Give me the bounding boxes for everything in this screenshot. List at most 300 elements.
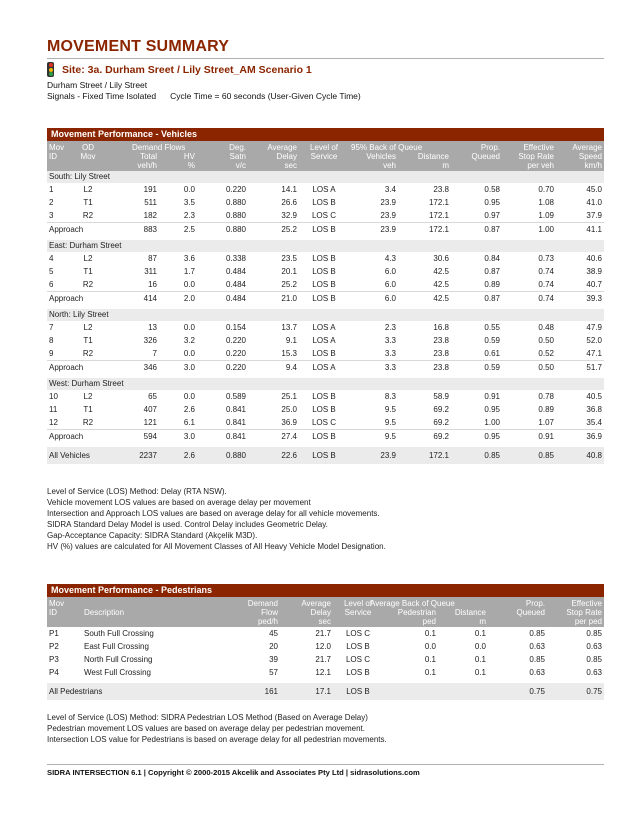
table-cell: 23.9 [380, 211, 396, 220]
table-cell: West Full Crossing [84, 668, 151, 677]
table-cell: LOS C [345, 655, 370, 664]
table-cell: LOS B [312, 267, 336, 276]
col-demand-flow: Demand Flow ped/h [247, 599, 278, 626]
col-distance: Distance m [454, 608, 486, 626]
table-cell: 65 [148, 392, 157, 401]
table-cell: 0.484 [225, 267, 246, 276]
table-cell: 32.9 [281, 211, 297, 220]
table-cell: 39.3 [556, 292, 604, 306]
table-cell: 15.3 [281, 349, 297, 358]
table-cell: 69.2 [433, 405, 449, 414]
approach-group-row [47, 378, 604, 390]
table-cell: 11 [49, 405, 58, 414]
table-cell: LOS B [299, 223, 349, 237]
table-cell: P1 [49, 629, 59, 638]
table-cell: 191 [143, 185, 157, 194]
col-description: Description [84, 608, 125, 617]
table-cell: 0.1 [474, 629, 486, 638]
all-pedestrians-row [47, 683, 604, 700]
table-cell: 9.5 [384, 418, 396, 427]
table-cell: 6 [49, 280, 54, 289]
table-cell: 6.0 [384, 267, 396, 276]
table-cell: LOS A [299, 361, 349, 375]
table-cell: 172.1 [398, 223, 451, 237]
footer-divider [47, 764, 604, 765]
table-cell: 22.6 [248, 447, 299, 464]
table-cell: 1.00 [502, 223, 556, 237]
table-cell: 35.4 [586, 418, 602, 427]
table-cell: 1.07 [538, 418, 554, 427]
vehicles-header-row [47, 141, 604, 171]
table-cell: 36.8 [586, 405, 602, 414]
table-cell: 23.8 [433, 185, 449, 194]
location-text: Durham Street / Lily Street [47, 80, 148, 90]
table-cell: 36.9 [281, 418, 297, 427]
table-cell: 0.63 [529, 642, 545, 651]
table-cell: LOS C [311, 418, 336, 427]
table-cell: 0.59 [484, 336, 500, 345]
table-cell: 0.95 [484, 198, 500, 207]
table-cell: 25.2 [281, 280, 297, 289]
table-cell: 2.6 [183, 405, 195, 414]
col-effective-stop-rate: Effective Stop Rate per ped [566, 599, 602, 626]
table-cell: 27.4 [248, 430, 299, 444]
table-cell: 20 [269, 642, 278, 651]
table-cell: 0.89 [484, 280, 500, 289]
note-line: Vehicle movement LOS values are based on average delay per movement [47, 498, 311, 508]
table-cell: L2 [83, 185, 93, 194]
vehicles-table-body [47, 171, 604, 464]
table-cell: 3.3 [349, 361, 398, 375]
pedestrians-table-body [47, 627, 604, 700]
table-cell: 4.3 [384, 254, 396, 263]
table-cell: 0.87 [451, 223, 502, 237]
table-row [47, 403, 604, 416]
table-cell: 52.0 [586, 336, 602, 345]
col-back-of-queue-group: 95% Back of Queue [351, 143, 423, 152]
table-cell: 883 [104, 223, 159, 237]
table-cell: 0.74 [538, 280, 554, 289]
table-cell: 0.0 [474, 642, 486, 651]
approach-label: Approach [47, 430, 104, 444]
table-cell: 3.4 [384, 185, 396, 194]
table-cell: 0.220 [197, 361, 248, 375]
col-average-delay: Average Delay sec [301, 599, 331, 626]
table-cell: L2 [83, 254, 93, 263]
table-cell: 39 [269, 655, 278, 664]
table-cell: 0.220 [225, 185, 246, 194]
table-cell: 0.880 [225, 198, 246, 207]
table-cell: 30.6 [433, 254, 449, 263]
empty-cell [383, 683, 488, 700]
pedestrians-panel [47, 584, 604, 700]
table-cell: 16 [148, 280, 157, 289]
note-line: Level of Service (LOS) Method: Delay (RTA NSW). [47, 487, 227, 496]
table-cell: 16.8 [433, 323, 449, 332]
table-cell: 0.48 [538, 323, 554, 332]
table-cell: 0.74 [538, 267, 554, 276]
footer-text: SIDRA INTERSECTION 6.1 | Copyright © 2000-2015 Akcelik and Associates Pty Ltd | sidrasolutions.com [47, 768, 420, 777]
table-cell: T1 [83, 336, 93, 345]
table-cell: 0.1 [474, 655, 486, 664]
table-cell: 0.73 [538, 254, 554, 263]
col-vehicles: Vehicles veh [366, 152, 396, 170]
table-cell: 12 [49, 418, 58, 427]
table-cell: 511 [144, 198, 157, 207]
table-cell: 172.1 [398, 447, 451, 464]
table-cell: 311 [144, 267, 157, 276]
title-divider [47, 58, 604, 59]
col-deg-satn: Deg. Satn v/c [229, 143, 246, 170]
table-cell: 21.7 [315, 655, 331, 664]
approach-label: Approach [47, 292, 104, 306]
table-cell: 3.6 [183, 254, 195, 263]
table-cell: 0.50 [502, 361, 556, 375]
page-title: MOVEMENT SUMMARY [47, 38, 230, 55]
table-cell: 326 [143, 336, 157, 345]
table-cell: 0.841 [225, 405, 246, 414]
approach-group-row [47, 171, 604, 183]
table-cell: 20.1 [281, 267, 297, 276]
note-line: Pedestrian movement LOS values are based on average delay per pedestrian movement. [47, 724, 365, 734]
table-cell: 0.97 [484, 211, 500, 220]
approach-name: West: Durham Street [47, 378, 604, 390]
col-total: Total veh/h [137, 152, 157, 170]
table-cell: T1 [83, 267, 93, 276]
table-cell: 0.75 [488, 683, 547, 700]
table-cell: 0.85 [586, 655, 602, 664]
table-cell: P2 [49, 642, 59, 651]
table-cell: 21.7 [315, 629, 331, 638]
table-cell: LOS B [312, 392, 336, 401]
table-cell: T1 [83, 198, 93, 207]
table-cell: South Full Crossing [84, 629, 154, 638]
table-cell: 4 [49, 254, 54, 263]
table-cell: 7 [152, 349, 157, 358]
table-row [47, 334, 604, 347]
approach-label: Approach [47, 361, 104, 375]
table-cell: 2.6 [159, 447, 197, 464]
table-cell: 3.2 [183, 336, 195, 345]
vehicles-table [47, 141, 604, 464]
table-cell: 10 [49, 392, 58, 401]
table-cell: 182 [143, 211, 157, 220]
site-title: Site: 3a. Durham Sreet / Lily Street_AM Scenario 1 [62, 63, 312, 76]
table-cell: 0.63 [586, 642, 602, 651]
table-cell: LOS B [312, 349, 336, 358]
note-line: Intersection and Approach LOS values are based on average delay for all vehicle movements. [47, 509, 380, 519]
cycle-time-text: Cycle Time = 60 seconds (User-Given Cycle Time) [170, 91, 361, 101]
table-cell: 2.5 [159, 223, 197, 237]
table-cell: 2 [49, 198, 54, 207]
table-cell: 58.9 [433, 392, 449, 401]
table-cell: 2.3 [183, 211, 195, 220]
table-cell: 47.9 [586, 323, 602, 332]
table-cell: 2237 [104, 447, 159, 464]
table-cell: 0.85 [502, 447, 556, 464]
pedestrians-table [47, 597, 604, 700]
site-info [47, 80, 361, 102]
table-cell: 1.00 [484, 418, 500, 427]
table-cell: 23.8 [398, 361, 451, 375]
all-vehicles-row [47, 447, 604, 464]
table-cell: LOS B [299, 430, 349, 444]
table-cell: 0.55 [484, 323, 500, 332]
approach-group-row [47, 240, 604, 252]
table-cell: 23.9 [349, 447, 398, 464]
approach-name: South: Lily Street [47, 171, 604, 183]
table-row [47, 627, 604, 640]
table-cell: R2 [82, 418, 94, 427]
table-cell: LOS A [312, 336, 336, 345]
table-cell: 0.841 [197, 430, 248, 444]
col-effective-stop-rate: Effective Stop Rate per veh [518, 143, 554, 170]
table-row [47, 321, 604, 334]
table-cell: 161 [230, 683, 280, 700]
approach-group-row [47, 309, 604, 321]
table-cell: 8 [49, 336, 54, 345]
table-cell: 0.91 [502, 430, 556, 444]
approach-total-row [47, 430, 604, 444]
table-cell: 0.1 [424, 629, 436, 638]
table-cell: 0.484 [225, 280, 246, 289]
table-cell: 0.59 [451, 361, 502, 375]
table-cell: 0.87 [451, 292, 502, 306]
table-row [47, 666, 604, 679]
table-cell: 9.4 [248, 361, 299, 375]
table-cell: 0.85 [451, 447, 502, 464]
table-cell: 0.0 [183, 349, 195, 358]
table-cell: LOS B [299, 292, 349, 306]
table-cell: 69.2 [433, 418, 449, 427]
signal-info [47, 91, 361, 102]
table-row [47, 265, 604, 278]
table-cell: 594 [104, 430, 159, 444]
table-cell: 3.0 [159, 361, 197, 375]
pedestrians-section-title: Movement Performance - Pedestrians [47, 584, 604, 597]
table-cell: 172.1 [428, 198, 449, 207]
col-back-of-queue-group: Average Back of Queue [370, 599, 455, 608]
table-cell: 6.0 [349, 292, 398, 306]
table-cell: LOS B [333, 683, 383, 700]
table-cell: 2.3 [384, 323, 396, 332]
table-cell: 42.5 [398, 292, 451, 306]
table-cell: 3.3 [384, 336, 396, 345]
pedestrians-header-row [47, 597, 604, 627]
table-cell: 0.78 [538, 392, 554, 401]
table-cell: 41.1 [556, 223, 604, 237]
table-cell: R2 [82, 280, 94, 289]
table-cell: 0.484 [197, 292, 248, 306]
note-line: Intersection LOS value for Pedestrians is based on average delay for all pedestrian movements. [47, 735, 387, 745]
table-cell: 3.3 [384, 349, 396, 358]
table-cell: 0.220 [225, 336, 246, 345]
table-row [47, 196, 604, 209]
table-cell: 36.9 [556, 430, 604, 444]
table-cell: 25.0 [281, 405, 297, 414]
table-cell: 2.0 [159, 292, 197, 306]
table-cell: 0.58 [484, 185, 500, 194]
table-row [47, 209, 604, 223]
approach-name: North: Lily Street [47, 309, 604, 321]
table-cell: 0.880 [225, 211, 246, 220]
table-cell: 1 [49, 185, 54, 194]
table-cell: R2 [82, 211, 94, 220]
col-average-speed: Average Speed km/h [572, 143, 602, 170]
col-mov: Mov ID [49, 599, 65, 617]
table-cell: LOS B [312, 280, 336, 289]
table-cell: 0.0 [424, 642, 436, 651]
table-cell: 69.2 [398, 430, 451, 444]
table-cell: P4 [49, 668, 59, 677]
table-cell: 0.0 [183, 185, 195, 194]
note-line: Gap-Acceptance Capacity: SIDRA Standard (Akçelik M3D). [47, 531, 258, 541]
table-cell: LOS B [312, 198, 336, 207]
table-cell: 3.5 [183, 198, 195, 207]
table-cell: 0.63 [529, 668, 545, 677]
table-cell: 8.3 [384, 392, 396, 401]
table-cell: 0.87 [484, 267, 500, 276]
table-cell: 9.1 [285, 336, 297, 345]
table-cell: 121 [143, 418, 157, 427]
approach-total-row [47, 223, 604, 237]
table-cell: LOS A [312, 185, 336, 194]
table-cell: 0.85 [586, 629, 602, 638]
table-cell: 13.7 [281, 323, 297, 332]
table-cell: 0.1 [424, 668, 436, 677]
table-cell: 3.0 [159, 430, 197, 444]
table-cell: LOS B [312, 405, 336, 414]
table-cell: 14.1 [281, 185, 297, 194]
table-cell: 0.70 [538, 185, 554, 194]
table-cell: LOS C [311, 211, 336, 220]
table-cell: 5 [49, 267, 54, 276]
col-prop-queued: Prop. Queued [516, 599, 545, 617]
table-cell: 0.0 [183, 323, 195, 332]
table-cell: 42.5 [433, 267, 449, 276]
table-cell: 25.2 [248, 223, 299, 237]
approach-total-row [47, 292, 604, 306]
col-demand-flows-group: Demand Flows [132, 143, 186, 152]
table-row [47, 640, 604, 653]
table-cell: 0.52 [538, 349, 554, 358]
table-cell: 45 [269, 629, 278, 638]
table-cell: LOS B [312, 254, 336, 263]
table-cell: 13 [148, 323, 157, 332]
table-cell: 23.8 [433, 336, 449, 345]
table-cell: 0.880 [197, 223, 248, 237]
table-cell: 40.5 [586, 392, 602, 401]
table-cell: P3 [49, 655, 59, 664]
table-cell: 414 [104, 292, 159, 306]
approach-total-row [47, 361, 604, 375]
table-cell: 0.91 [484, 392, 500, 401]
table-cell: 21.0 [248, 292, 299, 306]
table-cell: 0.75 [547, 683, 604, 700]
table-cell: 0.84 [484, 254, 500, 263]
table-cell: 1.7 [183, 267, 195, 276]
table-cell: 47.1 [586, 349, 602, 358]
table-cell: 0.0 [183, 392, 195, 401]
vehicles-panel [47, 128, 604, 464]
total-label: All Pedestrians [47, 683, 230, 700]
table-cell: 17.1 [280, 683, 333, 700]
table-cell: 41.0 [586, 198, 602, 207]
table-cell: 87 [148, 254, 157, 263]
col-distance: Distance m [417, 152, 449, 170]
vehicles-section-title: Movement Performance - Vehicles [47, 128, 604, 141]
table-cell: L2 [83, 323, 93, 332]
table-cell: 0.880 [197, 447, 248, 464]
table-cell: 23.9 [380, 198, 396, 207]
table-cell: 0.95 [451, 430, 502, 444]
table-cell: 7 [49, 323, 54, 332]
table-cell: 40.6 [586, 254, 602, 263]
table-cell: 0.589 [225, 392, 246, 401]
traffic-signal-icon [47, 62, 54, 77]
table-cell: 12.1 [315, 668, 331, 677]
note-line: SIDRA Standard Delay Model is used. Control Delay includes Geometric Delay. [47, 520, 328, 530]
signals-text: Signals - Fixed Time Isolated [47, 91, 157, 101]
table-cell: 0.85 [529, 655, 545, 664]
table-cell: 45.0 [586, 185, 602, 194]
table-cell: LOS C [345, 629, 370, 638]
table-cell: 51.7 [556, 361, 604, 375]
table-cell: R2 [82, 349, 94, 358]
table-cell: 6.1 [183, 418, 195, 427]
table-cell: 9 [49, 349, 54, 358]
table-cell: 0.0 [183, 280, 195, 289]
table-cell: 23.5 [281, 254, 297, 263]
table-cell: 37.9 [586, 211, 602, 220]
table-cell: 0.338 [225, 254, 246, 263]
table-cell: 0.50 [538, 336, 554, 345]
note-line: Level of Service (LOS) Method: SIDRA Pedestrian LOS Method (Based on Average Delay) [47, 713, 368, 722]
table-cell: East Full Crossing [84, 642, 149, 651]
table-cell: 25.1 [281, 392, 297, 401]
table-cell: 0.74 [502, 292, 556, 306]
table-cell: L2 [83, 392, 93, 401]
table-cell: LOS A [312, 323, 336, 332]
table-cell: 38.9 [586, 267, 602, 276]
table-cell: 0.841 [225, 418, 246, 427]
approach-name: East: Durham Street [47, 240, 604, 252]
table-cell: 0.63 [586, 668, 602, 677]
table-cell: 42.5 [433, 280, 449, 289]
col-pedestrian: Pedestrian ped [397, 608, 436, 626]
table-cell: 0.61 [484, 349, 500, 358]
col-level-of-service: Level of Service [343, 599, 373, 617]
table-cell: 0.1 [474, 668, 486, 677]
table-cell: 40.7 [586, 280, 602, 289]
table-cell: 1.09 [538, 211, 554, 220]
col-mov: Mov ID [49, 143, 65, 161]
table-cell: 9.5 [384, 405, 396, 414]
pedestrians-notes [47, 712, 387, 745]
table-row [47, 278, 604, 292]
table-cell: 407 [143, 405, 157, 414]
table-cell: 0.1 [424, 655, 436, 664]
table-cell: 6.0 [384, 280, 396, 289]
approach-label: Approach [47, 223, 104, 237]
note-line: HV (%) values are calculated for All Movement Classes of All Heavy Vehicle Model Designation. [47, 542, 386, 552]
table-cell: 9.5 [349, 430, 398, 444]
table-cell: 172.1 [428, 211, 449, 220]
table-cell: 346 [104, 361, 159, 375]
table-cell: 12.0 [315, 642, 331, 651]
table-cell: 23.8 [433, 349, 449, 358]
table-cell: 0.85 [529, 629, 545, 638]
